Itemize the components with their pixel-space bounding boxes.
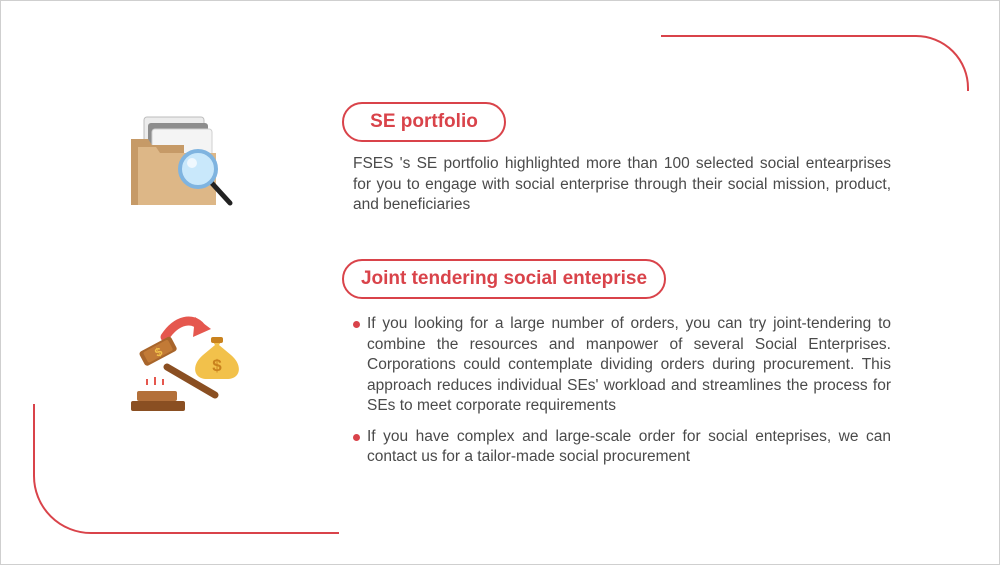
bullet-item	[353, 427, 891, 468]
section-title-se-portfolio: SE portfolio	[342, 102, 506, 142]
bullet-text: If you have complex and large-scale order for social enteprises, we can contact us for a tailor-made social procurement	[367, 427, 891, 465]
bullet-dot-icon	[353, 434, 360, 441]
bullet-item	[353, 314, 891, 417]
svg-text:$: $	[212, 356, 222, 375]
gavel-money-bag-icon	[127, 313, 242, 417]
section-title-joint-tendering: Joint tendering social enteprise	[342, 259, 666, 299]
bullet-text: If you looking for a large number of orders, you can try joint-tendering to combine the resources and manpower of several Social Enterprises. Corporations could contemplate dividing orders during procurement. This approach reduces individual SEs' workload and streamlines the process for SEs to meet corporate requirements	[367, 315, 891, 414]
se-portfolio-description: FSES 's SE portfolio highlighted more than 100 selected social entearprises for you to engage with social enterprise through their social mission, product, and beneficiaries	[353, 155, 891, 213]
svg-text:$: $	[152, 344, 165, 360]
bullet-dot-icon	[353, 321, 360, 328]
folder-magnifier-icon	[126, 113, 238, 209]
joint-tendering-bullet-list	[353, 314, 891, 478]
